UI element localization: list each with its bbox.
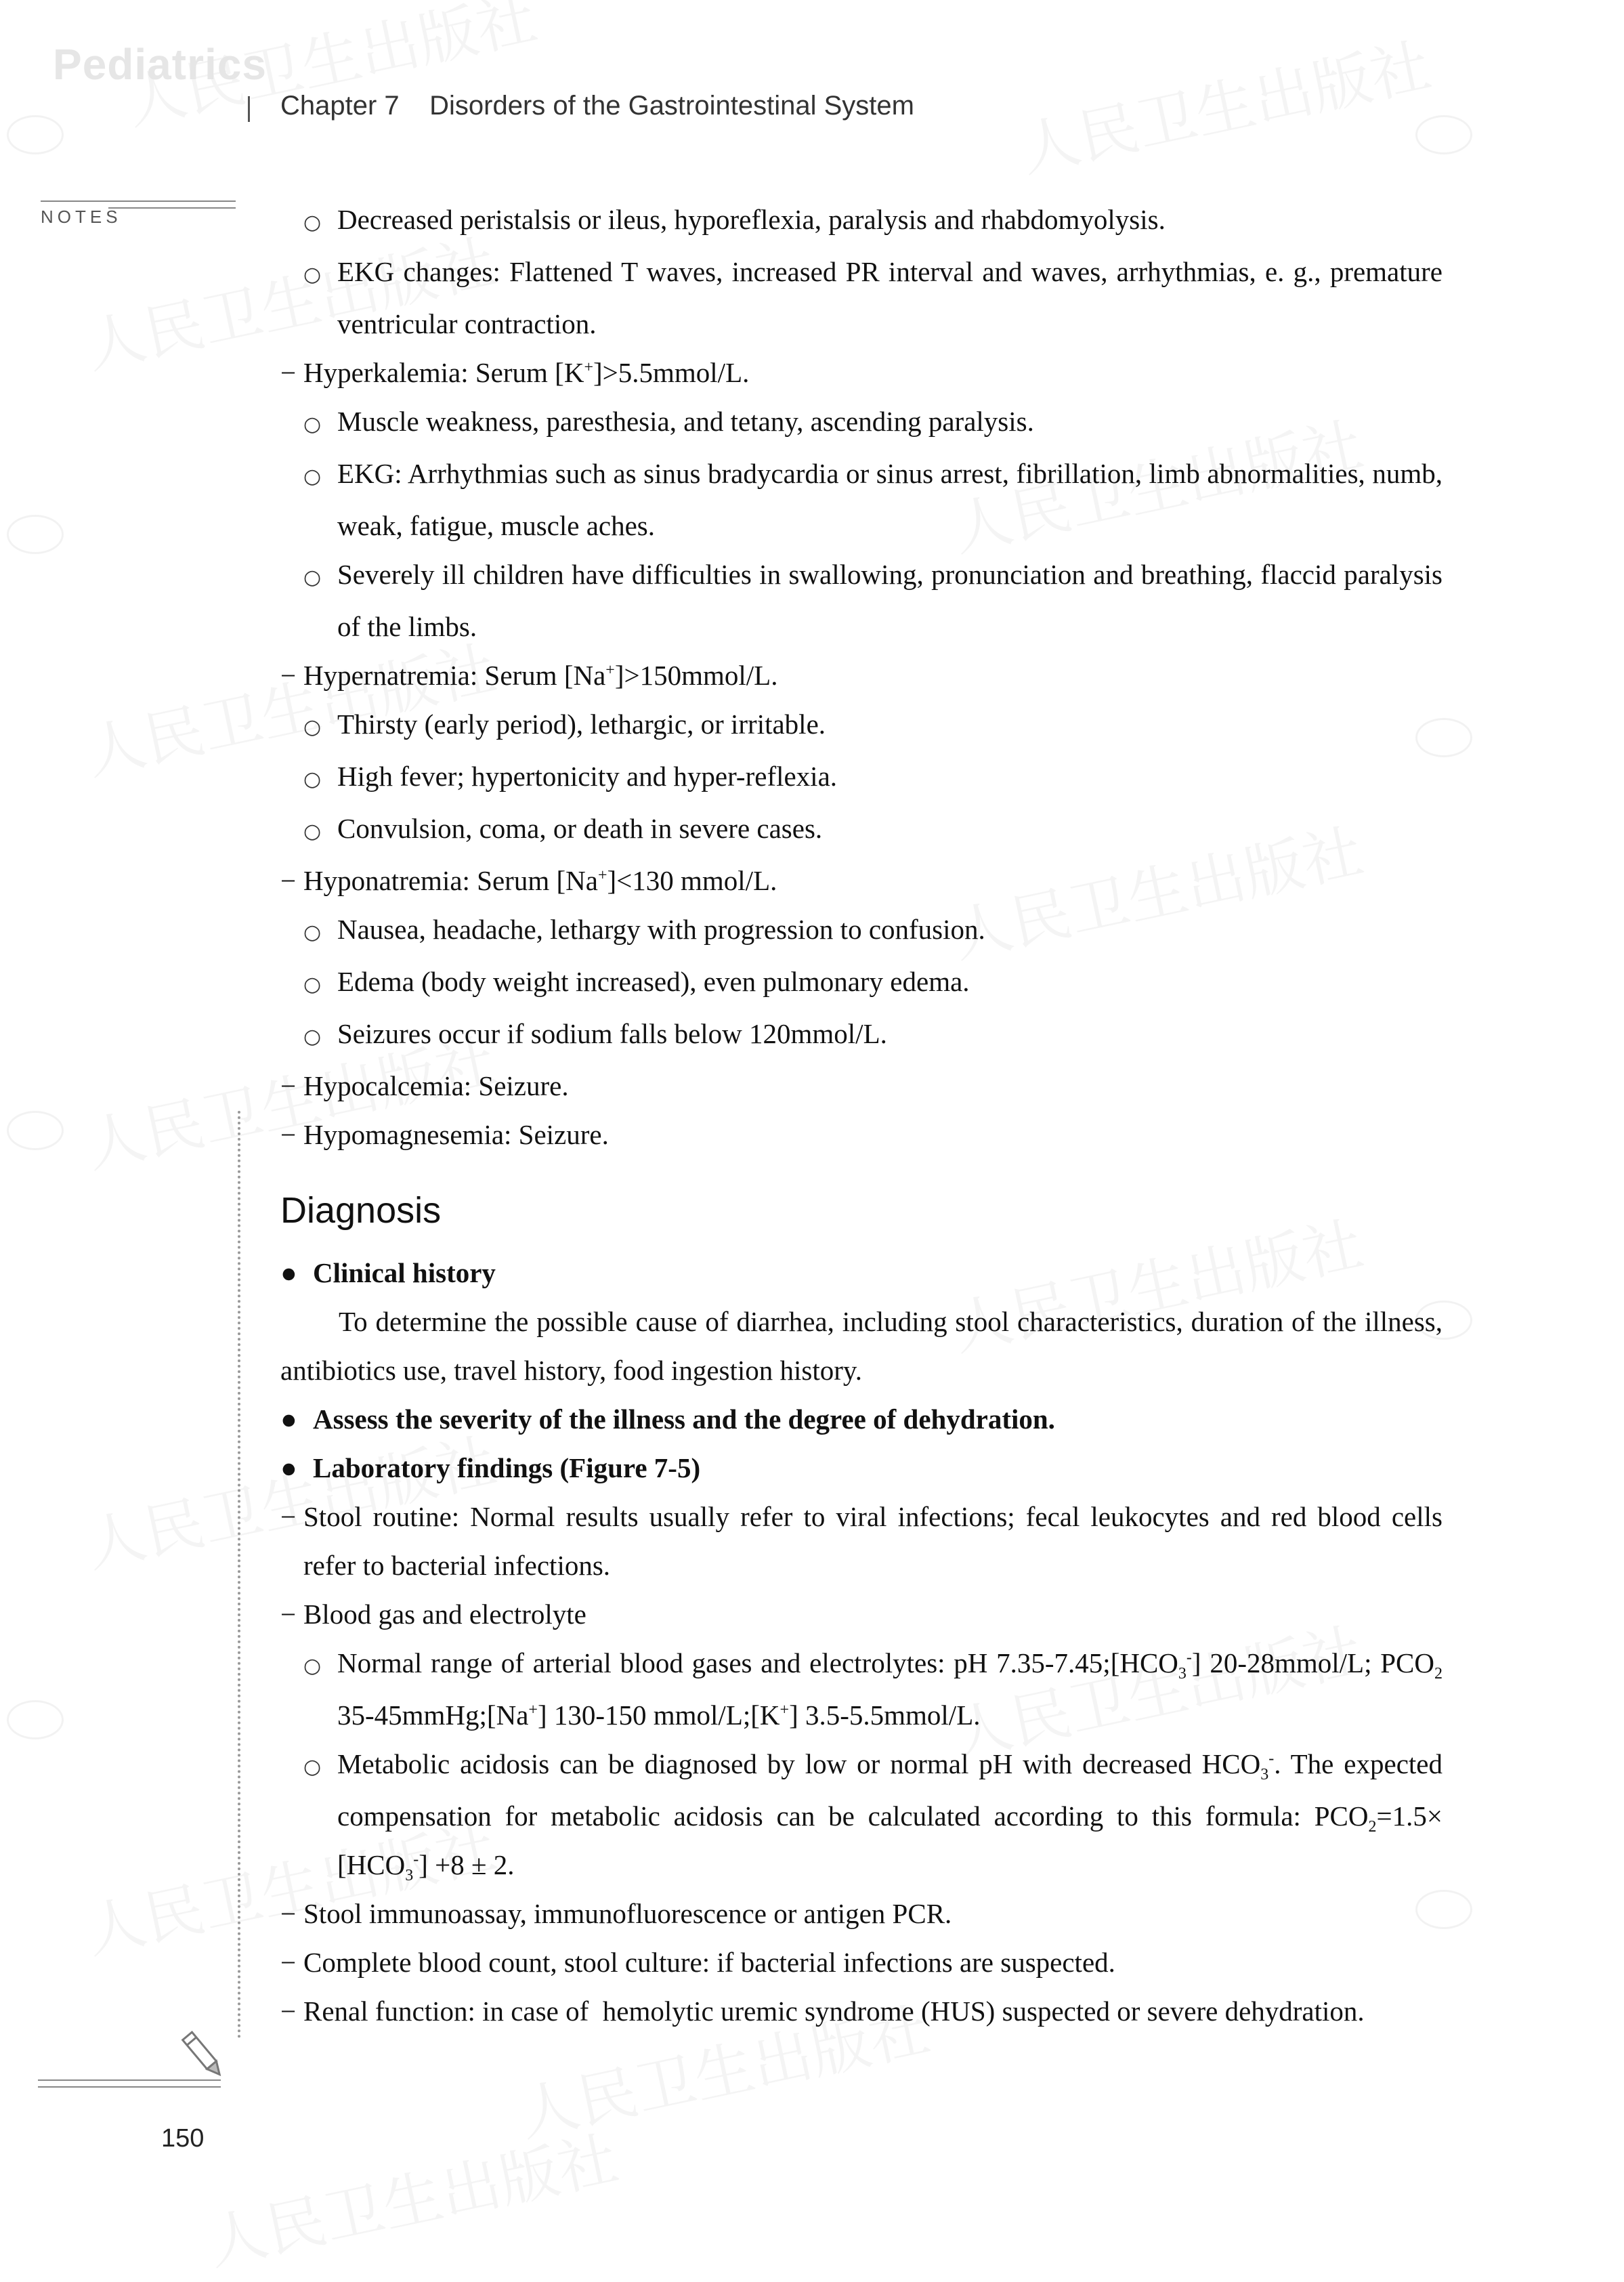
item-text: . The expected compensation for metabolic acidosis can be calculated according to this formula: PCO bbox=[337, 1748, 1443, 1832]
watermark-logo bbox=[7, 1700, 64, 1739]
superscript: - bbox=[1186, 1649, 1192, 1667]
subscript: 3 bbox=[1260, 1766, 1269, 1784]
subscript: 3 bbox=[1178, 1665, 1187, 1683]
item-text: Stool immunoassay, immunofluorescence or antigen PCR. bbox=[303, 1898, 952, 1929]
dash-bullet-icon: − bbox=[280, 1501, 297, 1532]
bullet-assess bbox=[280, 1395, 1443, 1443]
list-item-normal-range bbox=[280, 1639, 1443, 1739]
list-item-renal bbox=[280, 1987, 1443, 2035]
item-text: Thirsty (early period), lethargic, or irritable. bbox=[337, 709, 826, 740]
chapter-title: Chapter 7 Disorders of the Gastrointestinal System bbox=[280, 91, 914, 121]
bullet-clinical-history bbox=[280, 1248, 1443, 1297]
watermark-logo bbox=[7, 115, 64, 154]
circle-bullet-icon: ○ bbox=[303, 921, 322, 944]
item-text: Severely ill children have difficulties in swallowing, pronunciation and breathing, flaccid paralysis of the limbs. bbox=[337, 559, 1443, 642]
superscript: + bbox=[779, 1701, 790, 1719]
item-text: ]>5.5mmol/L. bbox=[593, 357, 750, 388]
list-item bbox=[280, 449, 1443, 550]
dot-bullet-icon: ● bbox=[280, 1403, 297, 1435]
superscript: + bbox=[597, 866, 607, 885]
list-item bbox=[280, 550, 1443, 651]
circle-bullet-icon: ○ bbox=[303, 767, 322, 791]
item-text: Seizures occur if sodium falls below 120mmol/L. bbox=[337, 1018, 887, 1049]
list-item bbox=[280, 195, 1443, 247]
page-content bbox=[280, 195, 1443, 2035]
notes-dotted-line bbox=[238, 1111, 240, 2039]
circle-bullet-icon: ○ bbox=[303, 263, 322, 287]
list-item bbox=[280, 905, 1443, 957]
list-item-hypomagnesemia bbox=[280, 1110, 1443, 1159]
circle-bullet-icon: ○ bbox=[303, 1755, 322, 1779]
circle-bullet-icon: ○ bbox=[303, 211, 322, 234]
item-text: EKG changes: Flattened T waves, increased PR interval and waves, arrhythmias, e. g., premature ventricular contraction. bbox=[337, 256, 1443, 339]
item-text: 35-45mmHg;[Na bbox=[337, 1699, 529, 1731]
dash-bullet-icon: − bbox=[280, 660, 297, 691]
list-item-hyponatremia bbox=[280, 856, 1443, 905]
dot-bullet-icon: ● bbox=[280, 1257, 297, 1288]
list-item bbox=[280, 957, 1443, 1009]
list-item-blood-gas bbox=[280, 1590, 1443, 1639]
circle-bullet-icon: ○ bbox=[303, 820, 322, 843]
subscript: 2 bbox=[1434, 1665, 1443, 1683]
list-item-cbc bbox=[280, 1938, 1443, 1987]
item-text: Muscle weakness, paresthesia, and tetany, ascending paralysis. bbox=[337, 406, 1034, 437]
item-text: Hypernatremia: Serum [Na bbox=[303, 660, 606, 691]
page-number: 150 bbox=[161, 2124, 205, 2153]
dash-bullet-icon: − bbox=[280, 1070, 297, 1101]
item-text: ]<130 mmol/L. bbox=[607, 865, 777, 896]
superscript: + bbox=[605, 661, 615, 679]
superscript: + bbox=[528, 1701, 538, 1719]
item-text: ] 20-28mmol/L; PCO bbox=[1191, 1647, 1434, 1678]
list-item bbox=[280, 247, 1443, 348]
bullet-title: Assess the severity of the illness and the degree of dehydration. bbox=[313, 1403, 1055, 1435]
list-item bbox=[280, 752, 1443, 804]
list-item bbox=[280, 804, 1443, 856]
item-text: Stool routine: Normal results usually refer to viral infections; fecal leukocytes and red blood cells refer to bacterial infections. bbox=[303, 1501, 1443, 1581]
item-text: ] 3.5-5.5mmol/L. bbox=[789, 1699, 981, 1731]
item-text: EKG: Arrhythmias such as sinus bradycardia or sinus arrest, fibrillation, limb abnormalities, numb, weak, fatigue, muscle aches. bbox=[337, 458, 1443, 541]
item-text: Hyponatremia: Serum [Na bbox=[303, 865, 598, 896]
item-text: Normal range of arterial blood gases and electrolytes: pH 7.35-7.45;[HCO bbox=[337, 1647, 1178, 1678]
dash-bullet-icon: − bbox=[280, 1119, 297, 1150]
list-item-hyperkalemia bbox=[280, 348, 1443, 397]
circle-bullet-icon: ○ bbox=[303, 715, 322, 739]
item-text: ] 130-150 mmol/L;[K bbox=[537, 1699, 780, 1731]
notes-rule bbox=[108, 207, 236, 209]
watermark bbox=[1012, 18, 1438, 188]
dash-bullet-icon: − bbox=[280, 1599, 297, 1630]
subscript: 3 bbox=[405, 1867, 414, 1885]
watermark-logo bbox=[7, 515, 64, 554]
list-item bbox=[280, 700, 1443, 752]
circle-bullet-icon: ○ bbox=[303, 566, 322, 589]
item-text: ]>150mmol/L. bbox=[614, 660, 778, 691]
pencil-icon bbox=[180, 2029, 228, 2083]
list-item-hypocalcemia bbox=[280, 1061, 1443, 1110]
superscript: - bbox=[1268, 1750, 1275, 1768]
section-title: Diagnosis bbox=[280, 1190, 442, 1231]
book-title: Pediatrics bbox=[53, 40, 267, 89]
bullet-title: Laboratory findings (Figure 7-5) bbox=[313, 1452, 701, 1483]
item-text: Complete blood count, stool culture: if bacterial infections are suspected. bbox=[303, 1947, 1115, 1978]
superscript: - bbox=[413, 1851, 419, 1869]
list-item-metabolic-acidosis bbox=[280, 1739, 1443, 1889]
watermark-logo bbox=[1415, 115, 1472, 154]
notes-label: NOTES bbox=[41, 207, 122, 227]
header-separator bbox=[248, 96, 250, 122]
dash-bullet-icon: − bbox=[280, 865, 297, 896]
item-text: =1.5× [HCO bbox=[337, 1800, 1443, 1880]
item-text: Blood gas and electrolyte bbox=[303, 1599, 586, 1630]
item-text: Metabolic acidosis can be diagnosed by low or normal pH with decreased HCO bbox=[337, 1748, 1261, 1779]
watermark bbox=[199, 2111, 625, 2281]
item-text: Hyperkalemia: Serum [K bbox=[303, 357, 584, 388]
list-item bbox=[280, 1009, 1443, 1061]
list-item-stool-immunoassay bbox=[280, 1889, 1443, 1938]
footer-rule bbox=[38, 2086, 221, 2088]
dash-bullet-icon: − bbox=[280, 357, 297, 388]
dash-bullet-icon: − bbox=[280, 1995, 297, 2027]
item-text: Hypomagnesemia: Seizure. bbox=[303, 1119, 609, 1150]
subscript: 2 bbox=[1368, 1818, 1377, 1836]
circle-bullet-icon: ○ bbox=[303, 1025, 322, 1049]
bullet-lab-findings bbox=[280, 1443, 1443, 1492]
item-text: ] +8 ± 2. bbox=[419, 1849, 515, 1880]
circle-bullet-icon: ○ bbox=[303, 973, 322, 996]
footer-rule bbox=[38, 2079, 221, 2081]
circle-bullet-icon: ○ bbox=[303, 413, 322, 436]
item-text: Renal function: in case of hemolytic uremic syndrome (HUS) suspected or severe dehydration. bbox=[303, 1995, 1365, 2027]
circle-bullet-icon: ○ bbox=[303, 465, 322, 488]
dash-bullet-icon: − bbox=[280, 1898, 297, 1929]
item-text: Edema (body weight increased), even pulmonary edema. bbox=[337, 966, 970, 997]
list-item-hypernatremia bbox=[280, 651, 1443, 700]
list-item bbox=[280, 397, 1443, 449]
clinical-history-paragraph: To determine the possible cause of diarrhea, including stool characteristics, duration of the illness, antibiotics use, travel history, food ingestion history. bbox=[280, 1306, 1443, 1386]
item-text: Nausea, headache, lethargy with progression to confusion. bbox=[337, 914, 985, 945]
item-text: High fever; hypertonicity and hyper-reflexia. bbox=[337, 761, 838, 792]
item-text: Hypocalcemia: Seizure. bbox=[303, 1070, 569, 1101]
dot-bullet-icon: ● bbox=[280, 1452, 297, 1483]
item-text: Decreased peristalsis or ileus, hyporeflexia, paralysis and rhabdomyolysis. bbox=[337, 204, 1166, 235]
watermark-logo bbox=[7, 1111, 64, 1150]
item-text: Convulsion, coma, or death in severe cases. bbox=[337, 813, 823, 844]
bullet-title: Clinical history bbox=[313, 1257, 496, 1288]
notes-rule bbox=[41, 200, 236, 202]
superscript: + bbox=[584, 358, 593, 377]
list-item-stool-routine bbox=[280, 1492, 1443, 1590]
circle-bullet-icon: ○ bbox=[303, 1654, 322, 1678]
dash-bullet-icon: − bbox=[280, 1947, 297, 1978]
